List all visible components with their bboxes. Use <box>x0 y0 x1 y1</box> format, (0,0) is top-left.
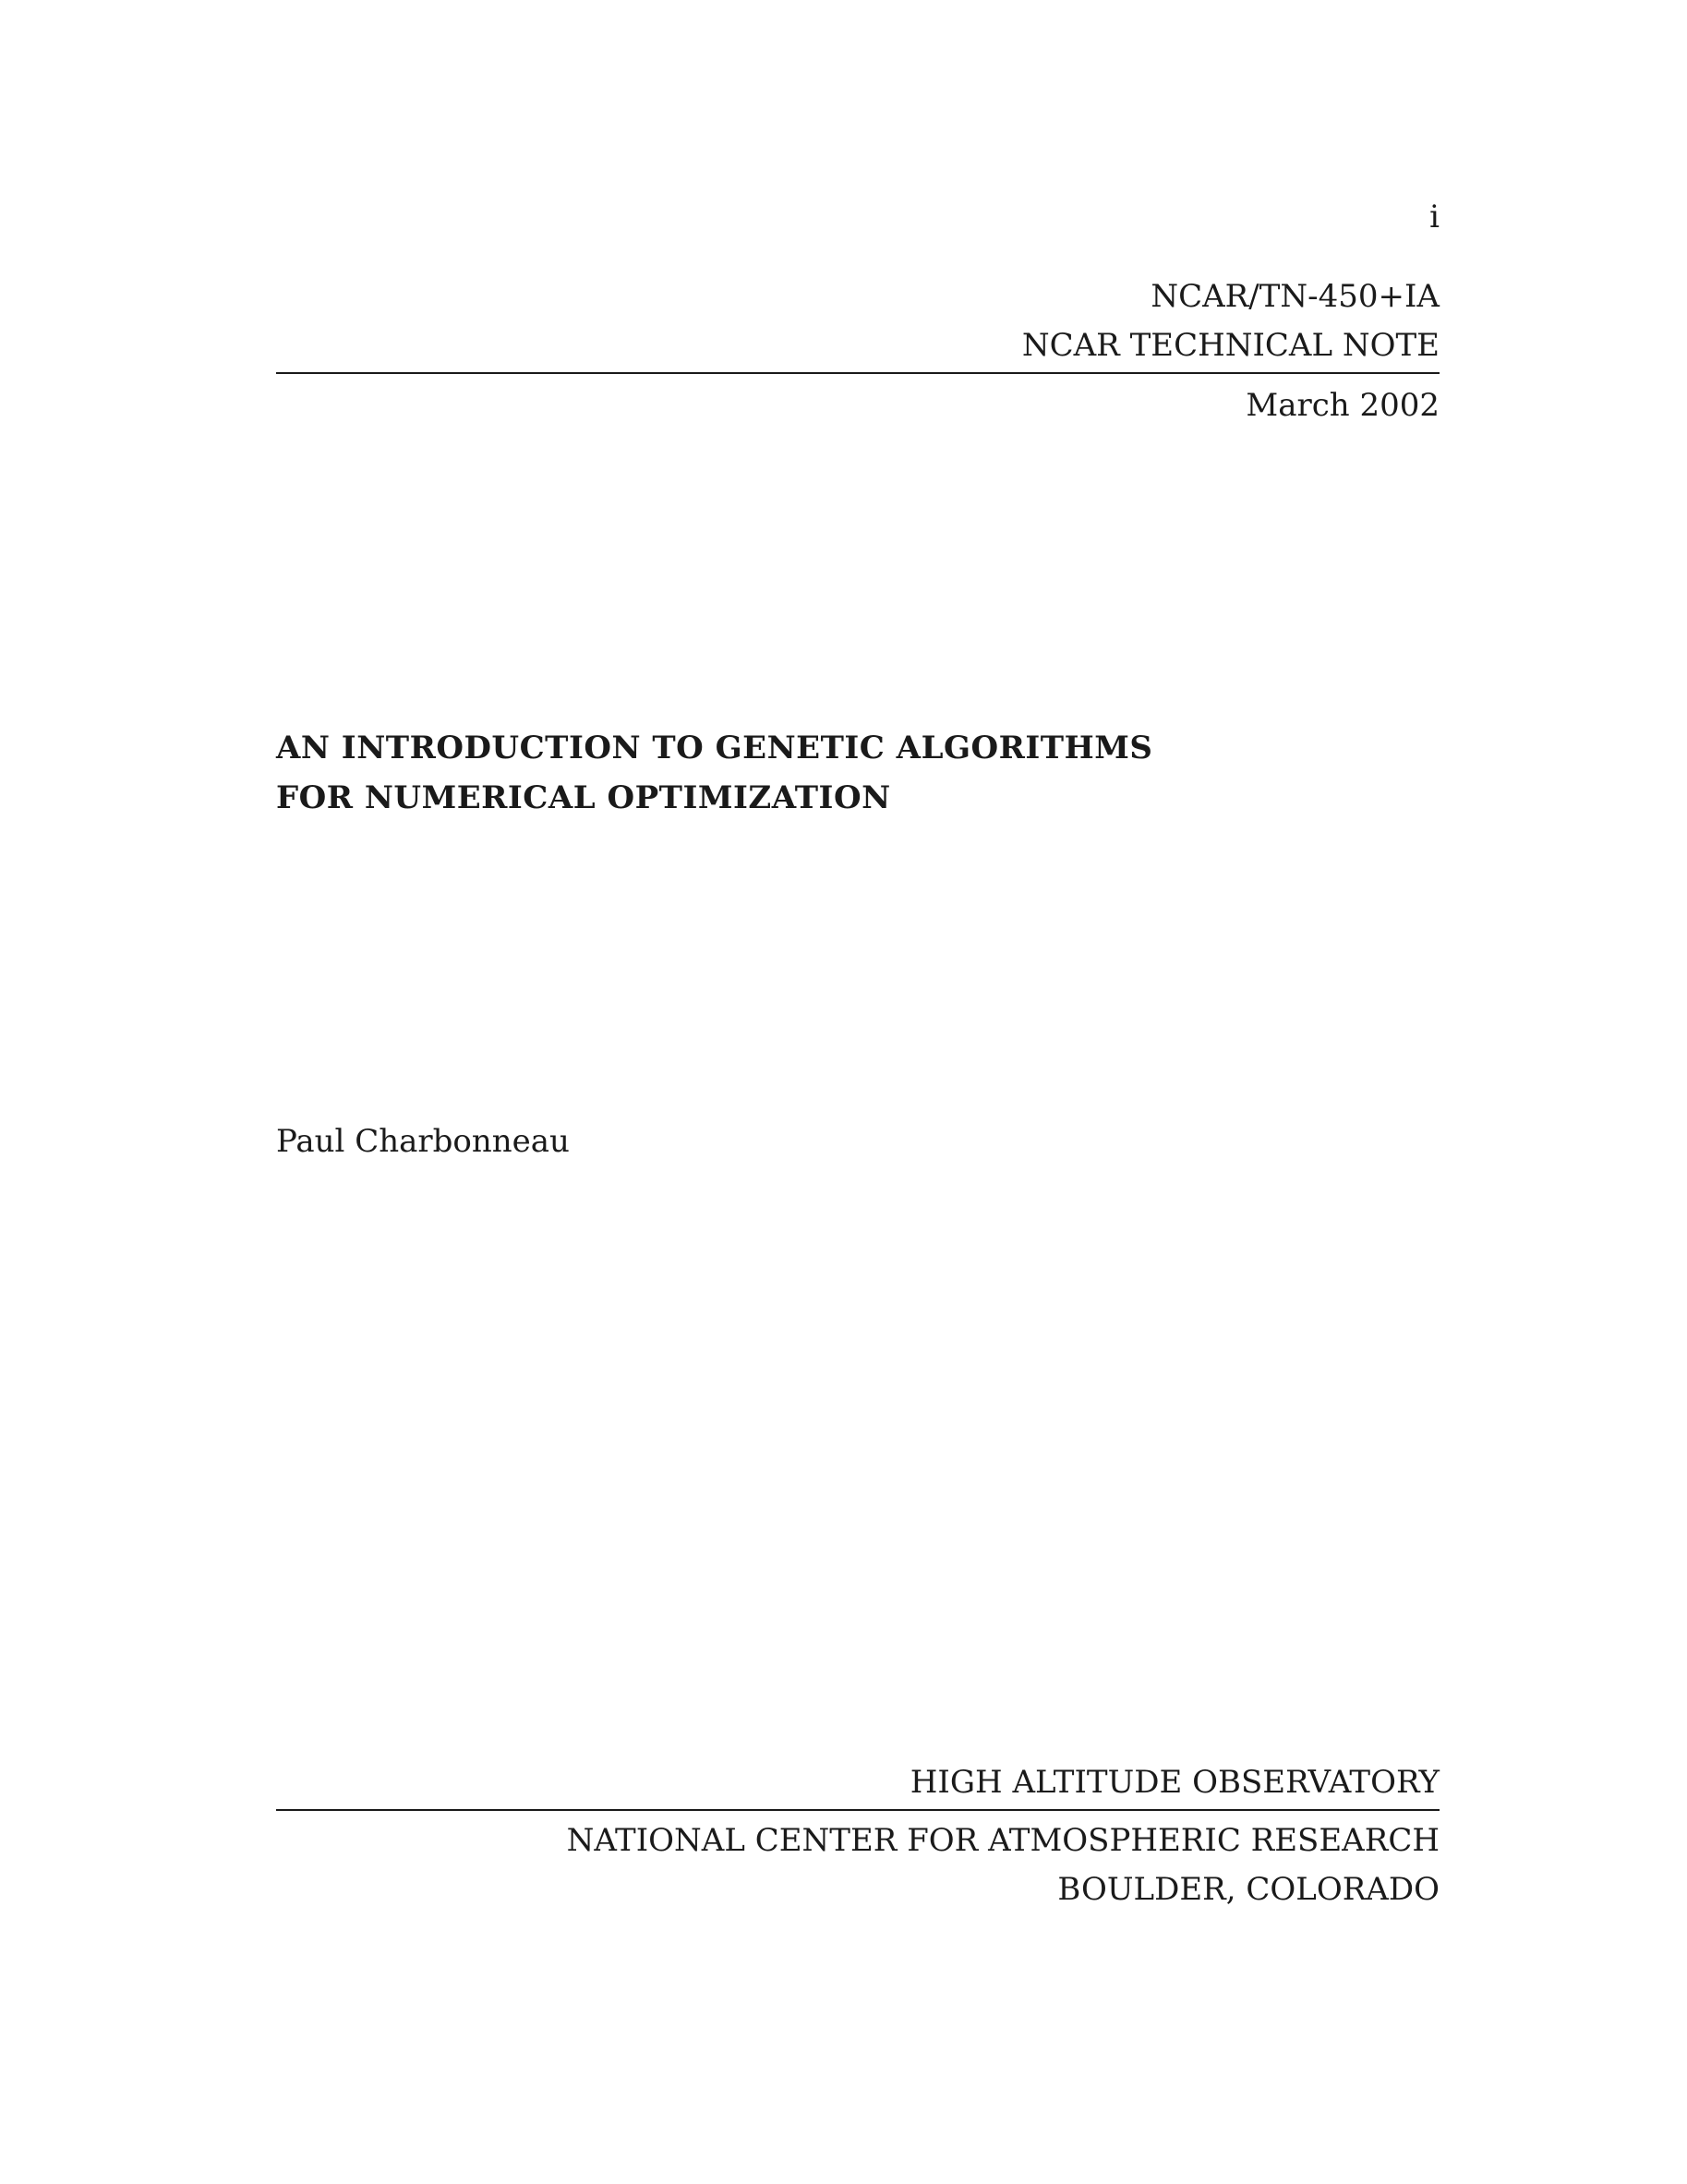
page-number: i <box>1429 199 1440 235</box>
institution-location: BOULDER, COLORADO <box>1057 1871 1440 1908</box>
report-series: NCAR TECHNICAL NOTE <box>1021 327 1440 364</box>
report-id: NCAR/TN-450+IA <box>1151 278 1440 315</box>
header-rule <box>276 372 1440 374</box>
title-line-1: AN INTRODUCTION TO GENETIC ALGORITHMS <box>276 730 1153 766</box>
report-date: March 2002 <box>1246 387 1440 424</box>
title-line-2: FOR NUMERICAL OPTIMIZATION <box>276 779 891 816</box>
author-name: Paul Charbonneau <box>276 1123 570 1160</box>
footer-rule <box>276 1809 1440 1811</box>
institution-name: NATIONAL CENTER FOR ATMOSPHERIC RESEARCH <box>566 1822 1440 1859</box>
observatory-name: HIGH ALTITUDE OBSERVATORY <box>910 1764 1440 1801</box>
document-title <box>276 723 1152 823</box>
